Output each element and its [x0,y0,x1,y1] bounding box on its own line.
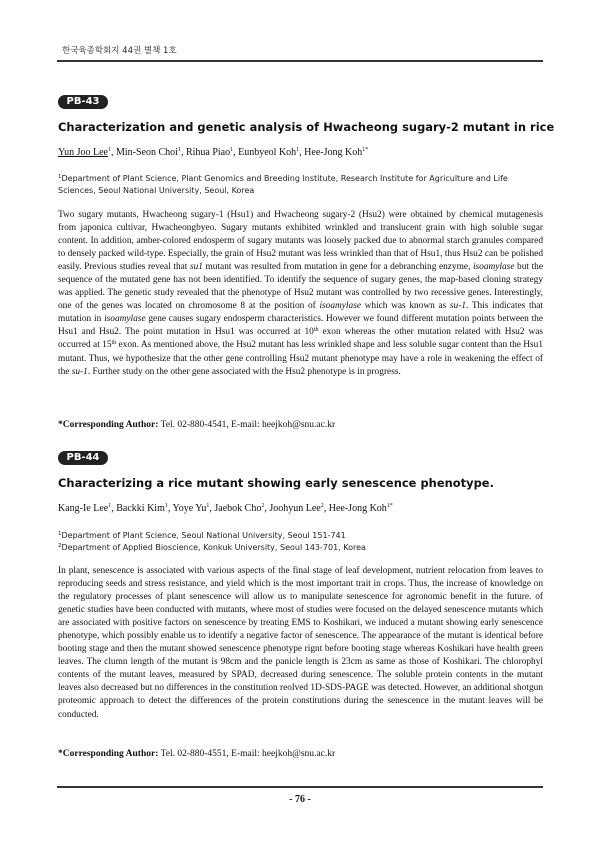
author-affiliation-mark: 1 [164,503,168,509]
corresponding-contact: Tel. 02-880-4541, E-mail: heejkoh@snu.ac.kr [158,420,336,430]
affiliation-list [58,530,544,554]
affiliation-mark: 1 [58,174,62,180]
italic-term: isoamylase [472,262,515,273]
author-name: Eunbyeol Koh [238,147,297,158]
affiliation-mark: 2 [58,543,62,550]
abstract-title: Characterizing a rice mutant showing early senescence phenotype. [58,476,494,490]
corresponding-contact: Tel. 02-880-4551, E-mail: heejkoh@snu.ac.kr [158,749,336,759]
author-affiliation-mark: 2 [320,503,324,509]
corresponding-label: *Corresponding Author: [58,420,159,430]
italic-term: isoamylase [104,314,146,325]
italic-term: su-1 [71,366,88,377]
footer-rule [57,786,543,788]
abstract-text: which was known as [360,301,450,312]
italic-term: su1 [189,262,203,273]
affiliation-text: Department of Plant Science, Plant Genomics and Breeding Institute, Research Institute for Agriculture and Life Sciences, Seoul National University, Seoul, Korea [58,174,508,196]
page-number: - 76 - [289,794,311,805]
abstract-text: Two sugary mutants, Hwacheong sugary-1 (Hsu1) and Hwacheong sugary-2 (Hsu2) were obtained by chemical mutagenesis from japonica cultivar, Hwacheongbyeo. Sugary mutants exhibited wrinkled and translucent grain with high soluble sugar content. In addition, amber-colored endosperm of sugary mutants was loosely packed due to abnormal starch granules compared to densely packed wild-type. Especially, the grain of Hsu2 mutant was less wrinkled than that of Hsu1, thus Hsu2 can be polished easily. Previous studies reveal that [58,210,543,273]
abstract-text: In plant, senescence is associated with various aspects of the final stage of leaf development, nutrient relocation from leaves to reproducing seeds and stress resistance, and yield which is the most important trait in crops. Thus, the increase of knowledge on the regulatory processes of plant senescence will allow us to manipulate senescence for agronomic benefit in the future. of genetic studies have been conducted with mutants, where most of studies were focused on the delayed senescence mutants which are associated with positive factors on senescence by treating EMS to Koshikari, we induced a mutant showing early senescence phenotype, which possibly enable us to identify a negative factor of senescence. The appearance of the mutant is identical before booting stage and then the mutant showed senescence phenotype rignt before booting stage whereas Koshikari have health green leaves. The clumn length of the mutant is 98cm and the panicle length is 23cm as same as those of Koshikari. The chlorophyl contents of the mutant leaves, measured by SPAD, decreased during senescence. The soluble protein contents in the mutant leaves also decreased but no differences in the constitution reolved 1D-SDS-PAGE was detected. However, an additional shotgun proteomic approach to detect the differences of the protein constitutions during the senescence in the mutant leaves will be conducted. [58,566,543,720]
author-name: Yun Joo Lee [58,147,108,158]
author-name: Joohyun Lee [269,503,321,514]
abstract-text: exon. As mentioned above, the Hsu2 mutant has less wrinkled shape and less soluble sugar content than the Hsu1 mutant. Thus, we hypothesize that the other gene controlling Hsu2 mutant phenotype may have a role in weakening the effect of the [58,340,543,377]
abstract-id-badge: PB-44 [58,451,108,465]
abstract-body [58,565,543,722]
author-name: Hee-Jong Koh [328,503,387,514]
author-affiliation-mark: 1 [206,503,210,509]
affiliation [58,530,544,542]
corresponding-author [58,420,335,430]
ordinal-suffix: th [313,327,319,334]
author-name: Hee-Jong Koh [304,147,363,158]
author-name: Yoye Yu [172,503,207,514]
corresponding-label: *Corresponding Author: [58,749,159,759]
abstract-text: mutant was resulted from mutation in gene for a debranching enzyme, [202,262,473,273]
author-affiliation-mark: 1 [230,147,234,153]
author-affiliation-mark: 1 [177,147,181,153]
abstract-text: gene causes sugary endosperm characteristics. However we found different mutation points between the Hsu1 and Hsu2. The point mutation in Hsu1 was occurred at 10 [58,314,543,338]
author-affiliation-mark: 1 [108,147,111,153]
author-name: Kang-Ie Lee [58,503,109,514]
affiliation-text: Department of Applied Bioscience, Konkuk University, Seoul 143-701, Korea [61,543,366,553]
author-name: Jaebok Cho [214,503,262,514]
header-rule [57,60,543,62]
author-name: Min-Seon Choi [116,147,178,158]
author-affiliation-mark: 1 [108,503,112,509]
abstract-id-badge: PB-43 [58,95,108,109]
abstract-text: but the sequence of the mutated gene has not been identified. To identify the sequence of sugary genes, the map-based cloning strategy was applied. The genetic study revealed that the phenotype of Hsu2 mutant was controlled by two recessive genes. Interestingly, one of the genes was located on chromosome 8 at the position of [58,262,543,312]
affiliation-list [58,173,544,197]
author-affiliation-mark: 2 [261,503,265,509]
corresponding-author [58,749,335,759]
author-affiliation-mark: 1 [296,147,300,153]
affiliation-mark: 1 [58,531,62,537]
italic-term: su-1 [449,301,466,312]
ordinal-suffix: th [111,340,117,347]
abstract-text: . This indicates that mutation in [58,301,543,325]
affiliation-text: Department of Plant Science, Seoul National University, Seoul 151-741 [61,531,346,540]
affiliation [58,542,544,554]
abstract-text: . Further study on the other gene associated with the Hsu2 phenotype is in progress. [87,366,401,377]
affiliation [58,173,544,197]
author-list: Yun Joo Lee$^1$, Min-Seon Choi$^1$, Rihua Piao$^1$, Eunbyeol Koh$^1$, Hee-Jong Koh$^{1*}$ [58,147,369,158]
running-header: 한국육종학회지 44권 별책 1호 [62,46,177,56]
author-name: Rihua Piao [185,147,231,158]
abstract-title: Characterization and genetic analysis of Hwacheong sugary-2 mutant in rice [58,120,555,134]
abstract-text: exon whereas the other mutation related with Hsu2 was occurred at 15 [58,327,544,351]
author-name: Backki Kim [116,503,165,514]
author-affiliation-mark: 1* [386,503,393,509]
author-list: Kang-Ie Lee$^1$, Backki Kim$^1$, Yoye Yu$^1$, Jaebok Cho$^2$, Joohyun Lee$^2$, Hee-Jong Koh$^{1*}$ [58,503,393,514]
author-affiliation-mark: 1* [362,147,369,153]
italic-term: isoamylase [319,301,361,312]
abstract-body [58,209,543,379]
